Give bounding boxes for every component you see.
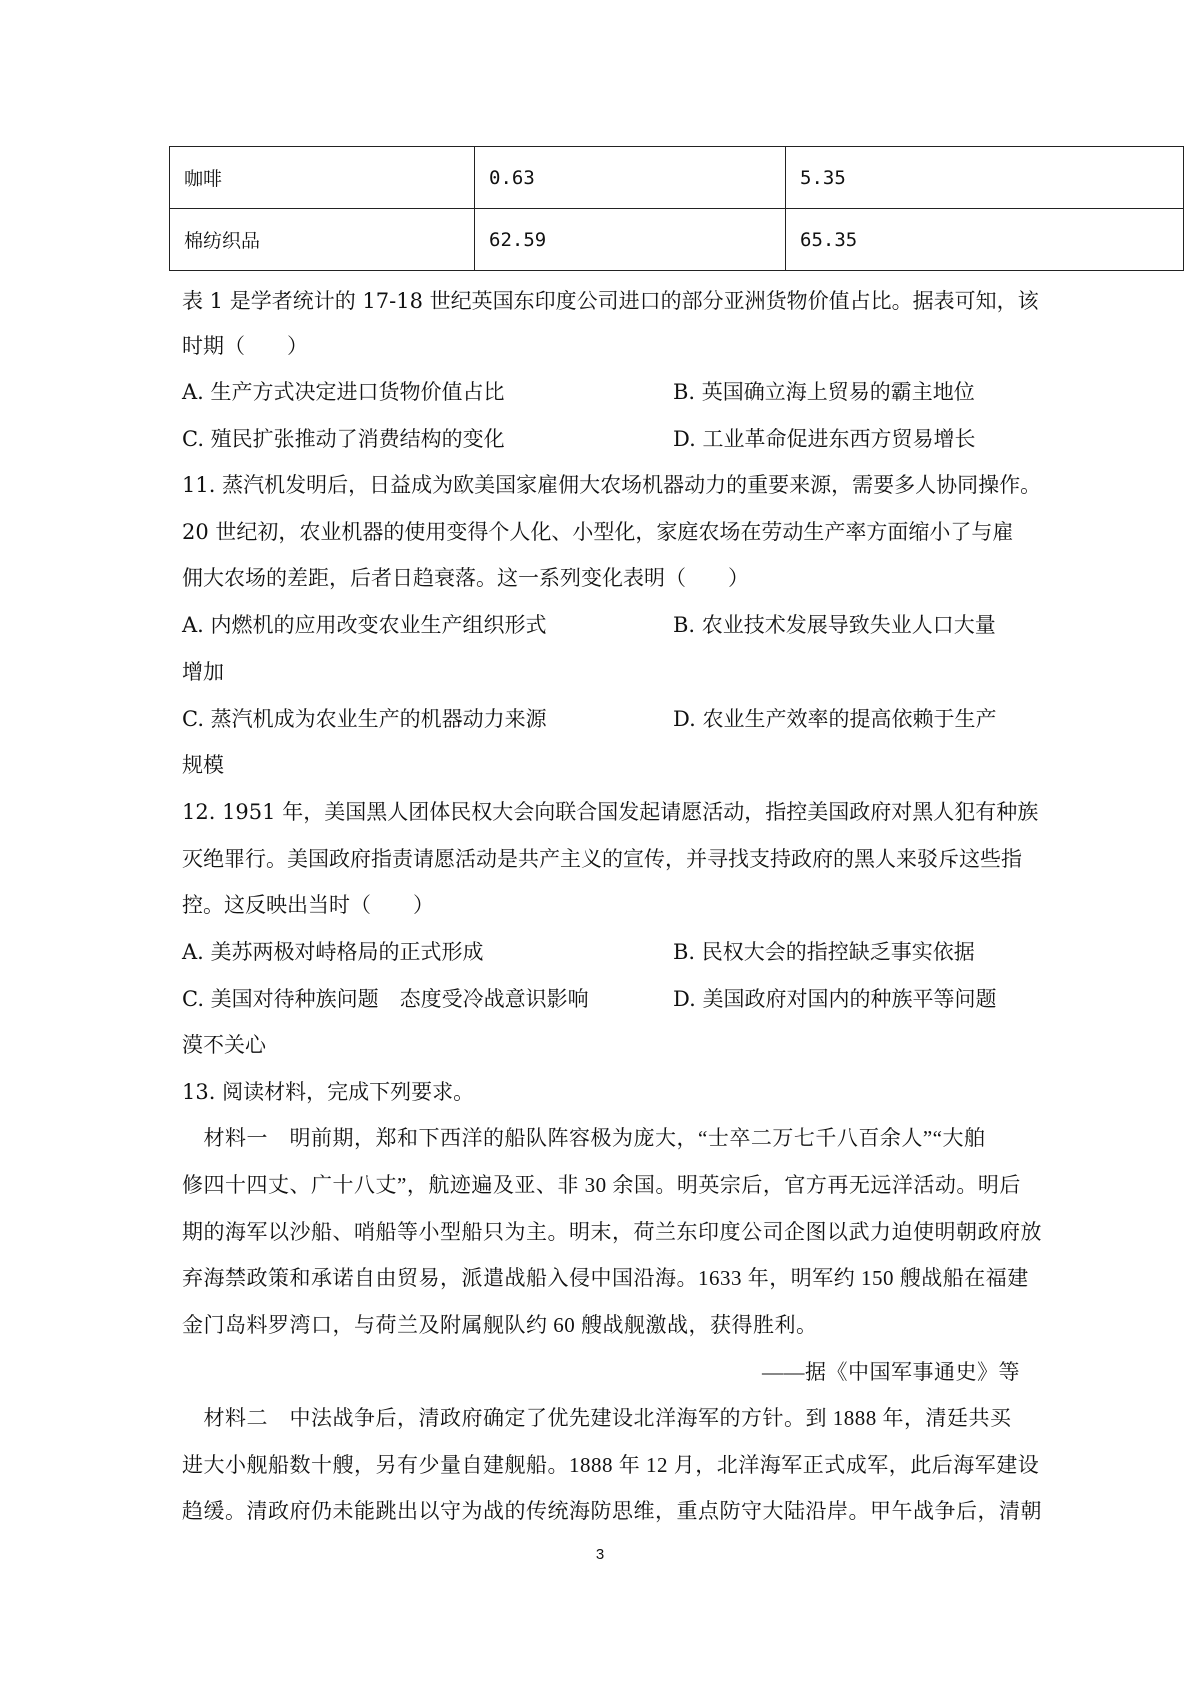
q11-option-d: D. 农业生产效率的提高依赖于生产 [673,707,997,731]
q12-stem-line: 灭绝罪行。美国政府指责请愿活动是共产主义的宣传，并寻找支持政府的黑人来驳斥这些指 [182,847,1022,871]
q10-option-d: D. 工业革命促进东西方贸易增长 [673,427,976,451]
q11-stem-line: 11. 蒸汽机发明后，日益成为欧美国家雇佣大农场机器动力的重要来源，需要多人协同操作。 [182,473,1042,497]
q11-stem-line: 佣大农场的差距，后者日趋衰落。这一系列变化表明（ ） [182,566,749,590]
q10-option-b: B. 英国确立海上贸易的霸主地位 [673,380,975,404]
q11-option-d-continued: 规模 [182,753,224,777]
table-cell-value: 5.35 [786,147,1184,209]
q12-option-d-continued: 漠不关心 [182,1033,266,1057]
table-cell-item: 咖啡 [170,147,475,209]
material-1-line: 期的海军以沙船、哨船等小型船只为主。明末，荷兰东印度公司企图以武力迫使明朝政府放 [182,1220,1042,1244]
q10-option-c: C. 殖民扩张推动了消费结构的变化 [182,427,505,451]
q11-option-b-continued: 增加 [182,660,224,684]
material-2-line: 趋缓。清政府仍未能跳出以守为战的传统海防思维，重点防守大陆沿岸。甲午战争后，清朝 [182,1499,1042,1523]
data-table [169,146,1184,271]
q10-option-a: A. 生产方式决定进口货物价值占比 [182,380,505,404]
q12-option-d: D. 美国政府对国内的种族平等问题 [673,987,997,1011]
q12-option-c: C. 美国对待种族问题 态度受冷战意识影响 [182,987,589,1011]
q10-stem-line: 时期（ ） [182,334,308,358]
table-cell-item: 棉纺织品 [170,209,475,271]
q13-intro: 13. 阅读材料，完成下列要求。 [182,1080,475,1104]
material-1-line: 材料一 明前期，郑和下西洋的船队阵容极为庞大，“士卒二万七千八百余人”“大舶 [182,1126,986,1150]
q12-stem-line: 控。这反映出当时（ ） [182,893,434,917]
q11-option-a: A. 内燃机的应用改变农业生产组织形式 [182,613,547,637]
q10-stem-line: 表 1 是学者统计的 17-18 世纪英国东印度公司进口的部分亚洲货物价值占比。据表可知，该 [182,289,1039,313]
q12-option-a: A. 美苏两极对峙格局的正式形成 [182,940,484,964]
material-2-line: 进大小舰船数十艘，另有少量自建舰船。1888 年 12 月，北洋海军正式成军，此后海军建设 [182,1453,1040,1477]
material-1-line: 金门岛料罗湾口，与荷兰及附属舰队约 60 艘战舰激战，获得胜利。 [182,1313,818,1337]
table-cell-value: 62.59 [475,209,786,271]
q12-stem-line: 12. 1951 年，美国黑人团体民权大会向联合国发起请愿活动，指控美国政府对黑人犯有种族 [182,800,1039,824]
q11-option-c: C. 蒸汽机成为农业生产的机器动力来源 [182,707,547,731]
material-1-line: 修四十四丈、广十八丈”，航迹遍及亚、非 30 余国。明英宗后，官方再无远洋活动。明后 [182,1173,1021,1197]
material-1-line: 弃海禁政策和承诺自由贸易，派遣战船入侵中国沿海。1633 年，明军约 150 艘战船在福建 [182,1266,1029,1290]
material-1-source: ——据《中国军事通史》等 [762,1360,1020,1384]
q12-option-b: B. 民权大会的指控缺乏事实依据 [673,940,975,964]
page-number: 3 [595,1546,605,1563]
material-2-line: 材料二 中法战争后，清政府确定了优先建设北洋海军的方针。到 1888 年，清廷共买 [182,1406,1012,1430]
table-cell-value: 0.63 [475,147,786,209]
q11-option-b: B. 农业技术发展导致失业人口大量 [673,613,996,637]
table-row [170,209,1184,271]
table-row [170,147,1184,209]
q11-stem-line: 20 世纪初，农业机器的使用变得个人化、小型化，家庭农场在劳动生产率方面缩小了与雇 [182,520,1014,544]
table-cell-value: 65.35 [786,209,1184,271]
